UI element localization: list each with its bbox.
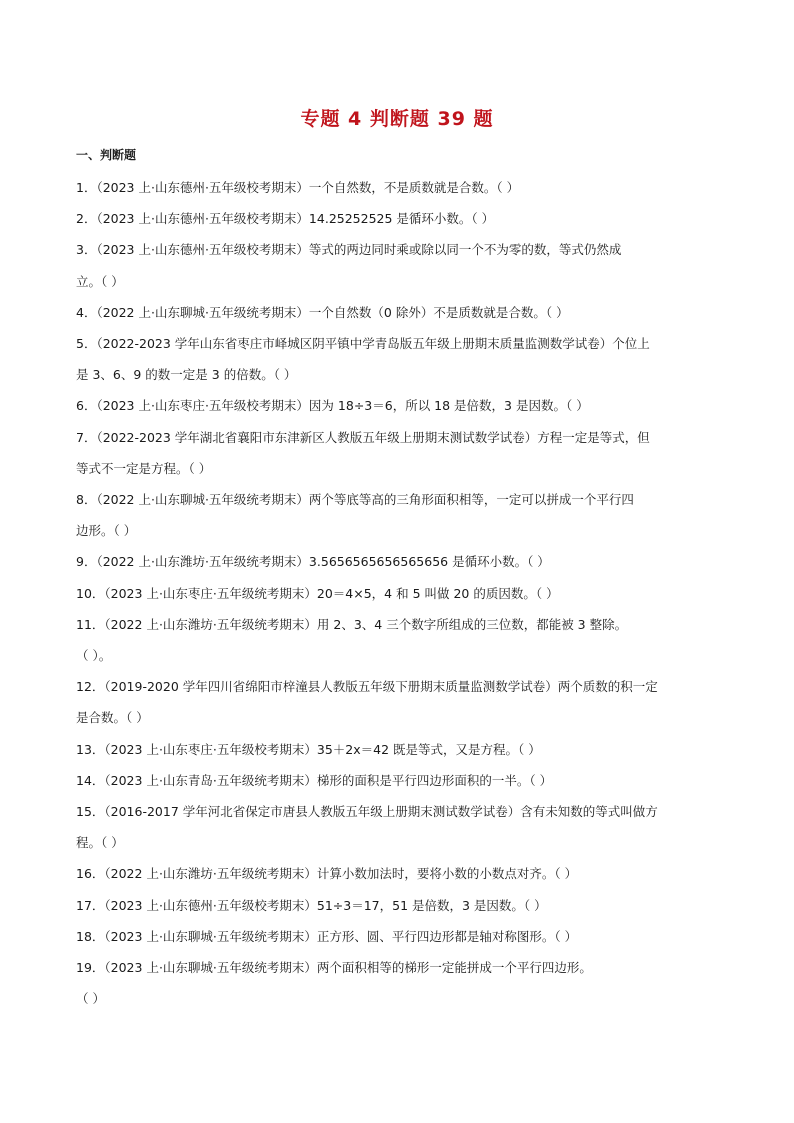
question-line: 11．（2022 上·山东潍坊·五年级统考期末）用 2、3、4 三个数字所组成的三位数，都能被 3 整除。 — [76, 616, 628, 632]
question-item — [76, 890, 724, 921]
question-line: 立。（ ） — [76, 273, 124, 289]
question-list — [76, 172, 724, 1014]
question-line: 6．（2023 上·山东枣庄·五年级校考期末）因为 18÷3＝6，所以 18 是倍数，3 是因数。（ ） — [76, 398, 589, 414]
question-item — [76, 203, 724, 234]
question-item — [76, 609, 724, 671]
question-item — [76, 858, 724, 889]
question-line: 是合数。（ ） — [76, 710, 149, 726]
question-line: 程。（ ） — [76, 835, 124, 851]
question-line: 1．（2023 上·山东德州·五年级校考期末）一个自然数，不是质数就是合数。（ ） — [76, 180, 520, 195]
question-item — [76, 297, 724, 328]
question-line: （ ） — [76, 991, 105, 1007]
section-heading: 一、判断题 — [76, 148, 137, 162]
question-line: 17．（2023 上·山东德州·五年级校考期末）51÷3＝17，51 是倍数，3 是因数。（ ） — [76, 897, 547, 913]
question-line: 18．（2023 上·山东聊城·五年级统考期末）正方形、圆、平行四边形都是轴对称图形。（ ） — [76, 928, 578, 944]
question-line: 10．（2023 上·山东枣庄·五年级统考期末）20＝4×5，4 和 5 叫做 20 的质因数。（ ） — [76, 585, 559, 601]
question-line: 8．（2022 上·山东聊城·五年级统考期末）两个等底等高的三角形面积相等，一定可以拼成一个平行四 — [76, 492, 634, 508]
question-line: 5．（2022-2023 学年山东省枣庄市峄城区阴平镇中学青岛版五年级上册期末质量监测数学试卷）个位上 — [76, 336, 650, 352]
question-item — [76, 172, 724, 203]
question-line: 9．（2022 上·山东潍坊·五年级统考期末）3.5656565656565656 是循环小数。（ ） — [76, 554, 550, 570]
question-item — [76, 734, 724, 765]
question-line: 13．（2023 上·山东枣庄·五年级校考期末）35＋2x＝42 既是等式，又是方程。（ ） — [76, 741, 541, 757]
question-line: 4．（2022 上·山东聊城·五年级统考期末）一个自然数（0 除外）不是质数就是合数。（ ） — [76, 304, 569, 320]
question-line: 16．（2022 上·山东潍坊·五年级统考期末）计算小数加法时，要将小数的小数点对齐。（ ） — [76, 866, 578, 882]
question-line: 是 3、6、9 的数一定是 3 的倍数。（ ） — [76, 367, 297, 383]
question-item — [76, 765, 724, 796]
question-line: 19．（2023 上·山东聊城·五年级统考期末）两个面积相等的梯形一定能拼成一个平行四边形。 — [76, 960, 592, 976]
question-item — [76, 921, 724, 952]
question-line: 3．（2023 上·山东德州·五年级校考期末）等式的两边同时乘或除以同一个不为零的数，等式仍然成 — [76, 242, 622, 258]
question-line: 15．（2016-2017 学年河北省保定市唐县人教版五年级上册期末测试数学试卷）含有未知数的等式叫做方 — [76, 804, 658, 820]
question-item — [76, 952, 724, 1014]
question-line: 14．（2023 上·山东青岛·五年级统考期末）梯形的面积是平行四边形面积的一半。（ ） — [76, 772, 553, 788]
question-item — [76, 578, 724, 609]
page-title: 专题 4 判断题 39 题 — [300, 108, 494, 130]
question-item — [76, 484, 724, 546]
question-item — [76, 796, 724, 858]
question-item — [76, 390, 724, 421]
question-line: 2．（2023 上·山东德州·五年级校考期末）14.25252525 是循环小数。（ ） — [76, 211, 495, 227]
question-line: 边形。（ ） — [76, 523, 137, 539]
question-line: 等式不一定是方程。（ ） — [76, 460, 212, 476]
question-line: 12．（2019-2020 学年四川省绵阳市梓潼县人教版五年级下册期末质量监测数学试卷）两个质数的积一定 — [76, 679, 658, 695]
question-line: 7．（2022-2023 学年湖北省襄阳市东津新区人教版五年级上册期末测试数学试卷）方程一定是等式，但 — [76, 429, 650, 445]
question-item — [76, 546, 724, 577]
question-line: （ ）。 — [76, 648, 112, 664]
question-item — [76, 234, 724, 296]
question-item — [76, 422, 724, 484]
question-item — [76, 328, 724, 390]
question-item — [76, 671, 724, 733]
